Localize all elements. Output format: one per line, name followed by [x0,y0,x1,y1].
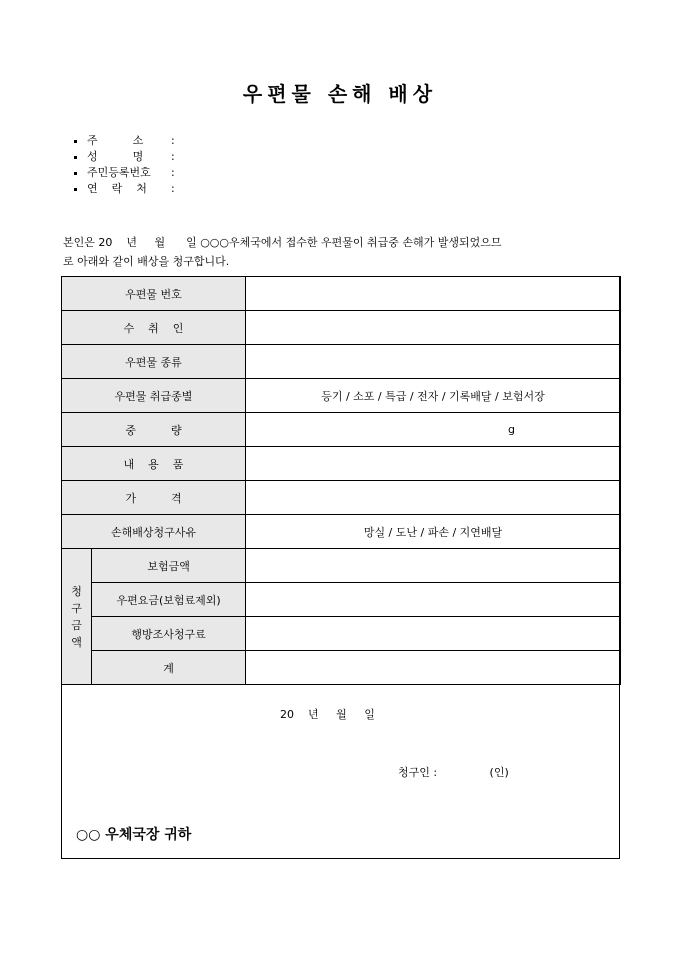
row-label-mail-number: 우편물 번호 [62,277,246,311]
info-row-name [74,149,175,165]
id-number-label: 주민등록번호 [87,166,151,179]
table-row [62,345,621,379]
handling-class-options[interactable]: 등기 / 소포 / 특급 / 전자 / 기록배달 / 보험서장 [246,379,621,413]
mail-type-field[interactable] [246,345,621,379]
row-label-mail-type: 우편물 종류 [62,345,246,379]
address-label: 주 소 [87,134,144,147]
table-row [62,617,621,651]
bullet-icon [74,140,77,143]
row-label-tracing-fee: 행방조사청구료 [92,617,246,651]
side-char: 액 [71,635,82,649]
document-title: 우편물 손해 배상 [242,82,438,106]
contact-label: 연 락 처 [87,182,147,195]
row-label-weight: 중 량 [62,413,246,447]
row-label-handling-class: 우편물 취급종별 [62,379,246,413]
claim-amount-side-label [62,549,92,685]
table-row [62,549,621,583]
name-label: 성 명 [87,150,144,163]
applicant-info [74,133,175,197]
contents-field[interactable] [246,447,621,481]
table-row [62,379,621,413]
contact-sep: : [171,182,175,195]
signature-date: 20 년 월 일 [280,708,375,721]
postage-field[interactable] [246,583,621,617]
claim-form-table [61,276,621,685]
price-field[interactable] [246,481,621,515]
tracing-fee-field[interactable] [246,617,621,651]
row-label-total: 계 [92,651,246,685]
table-row [62,515,621,549]
bullet-icon [74,156,77,159]
table-row [62,481,621,515]
row-label-postage: 우편요금(보험료제외) [92,583,246,617]
side-char: 청 [71,584,82,598]
table-row [62,413,621,447]
side-char: 구 [71,601,82,615]
row-label-claim-reason: 손해배상청구사유 [62,515,246,549]
weight-field[interactable] [246,413,621,447]
table-row [62,277,621,311]
bullet-icon [74,172,77,175]
intro-paragraph [63,233,623,271]
claim-reason-options[interactable]: 망실 / 도난 / 파손 / 지연배달 [246,515,621,549]
insured-amount-field[interactable] [246,549,621,583]
recipient-field[interactable] [246,311,621,345]
table-row [62,447,621,481]
name-sep: : [171,150,175,163]
table-row [62,583,621,617]
table-row [62,311,621,345]
row-label-contents: 내 용 품 [62,447,246,481]
info-row-contact [74,181,175,197]
intro-line-1: 본인은 20 년 월 일 ○○○우체국에서 접수한 우편물이 취급중 손해가 발생되었으므 [63,236,502,249]
mail-number-field[interactable] [246,277,621,311]
address-sep: : [171,134,175,147]
total-field[interactable] [246,651,621,685]
claimant-signature: 청구인 : (인) [398,766,509,779]
weight-unit: g [508,423,515,436]
id-number-sep: : [171,166,175,179]
intro-line-2: 로 아래와 같이 배상을 청구합니다. [63,255,230,268]
info-row-address [74,133,175,149]
table-row [62,651,621,685]
addressee: ○○ 우체국장 귀하 [76,827,192,843]
info-row-id-number [74,165,175,181]
row-label-recipient: 수 취 인 [62,311,246,345]
bullet-icon [74,188,77,191]
side-char: 금 [71,618,82,632]
row-label-price: 가 격 [62,481,246,515]
row-label-insured-amount: 보험금액 [92,549,246,583]
